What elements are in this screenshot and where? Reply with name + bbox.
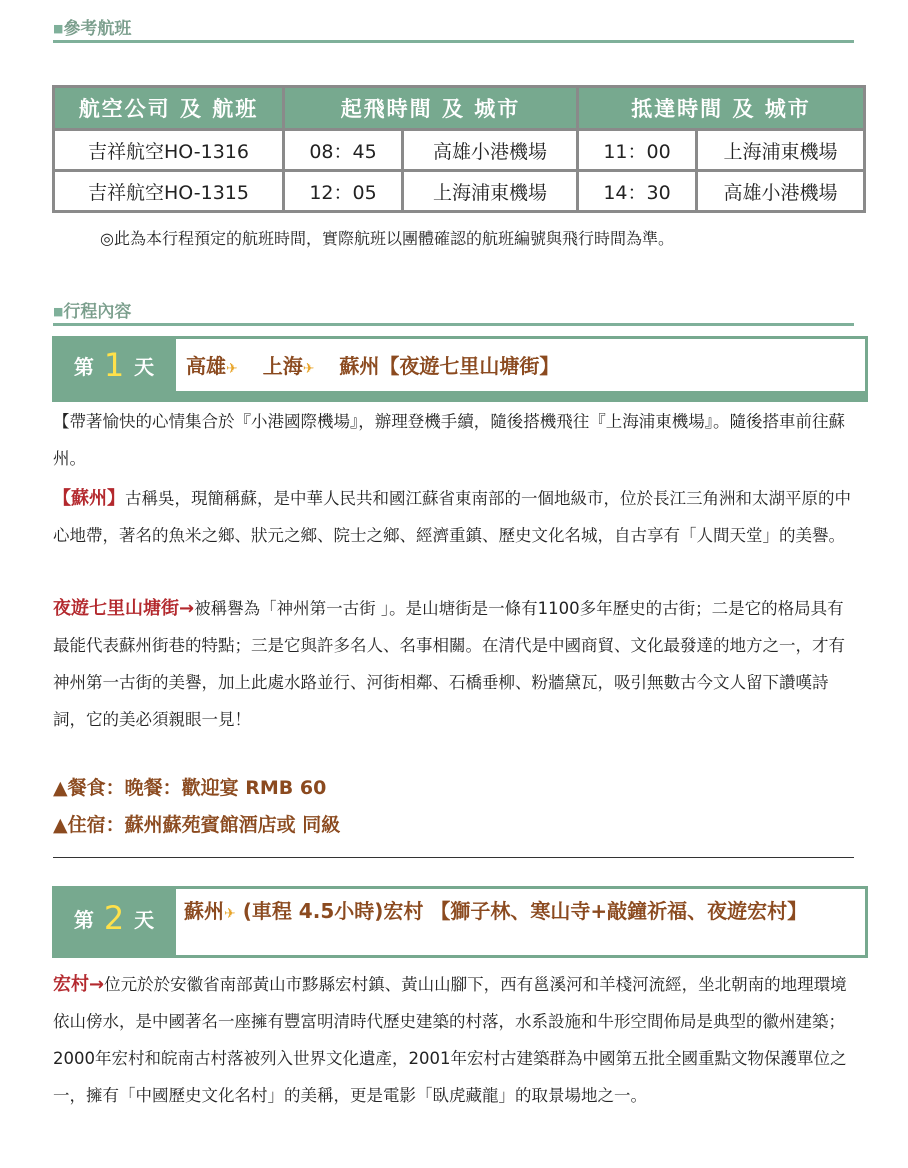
- flight-table: [52, 85, 866, 213]
- day-prefix: 第: [73, 907, 94, 932]
- arrival-time: 14：30: [578, 171, 697, 212]
- day-2-title: [176, 886, 868, 958]
- hongcun-text: 位元於於安徽省南部黃山市黟縣宏村鎮、黃山山腳下，西有邕溪河和羊棧河流經，坐北朝南的地理環境依山傍水，是中國著名一座擁有豐富明清時代歷史建築的村落，水系設施和牛形空間佈局是典型的徽州建築；2000年宏村和皖南古村落被列入世界文化遺產，2001年宏村古建築群為中國第五批全國重點文物保護單位之一，擁有「中國歷史文化名村」的美稱，更是電影「臥虎藏龍」的取景場地之一。: [53, 975, 847, 1105]
- arrival-time: 11：00: [578, 130, 697, 171]
- flight-section-header: [53, 14, 854, 43]
- day-2-badge: [52, 886, 176, 950]
- day-1-hotel: ▲住宿：蘇州蘇苑賓館酒店或 同級: [53, 814, 341, 836]
- day-suffix: 天: [134, 907, 155, 932]
- suzhou-paragraph: [53, 480, 859, 554]
- day-1-title: [176, 336, 868, 394]
- departure-time: 08：45: [284, 130, 403, 171]
- day-1-header: [52, 336, 868, 402]
- departure-time: 12：05: [284, 171, 403, 212]
- title-route: (車程 4.5小時)宏村 【獅子林、寒山寺+敲鐘祈福、夜遊宏村】: [242, 899, 808, 923]
- plane-icon: ✈: [226, 361, 238, 377]
- day-1-intro: 【帶著愉快的心情集合於『小港國際機場』，辦理登機手續，隨後搭機飛往『上海浦東機場』。隨後搭車前往蘇州。: [53, 412, 845, 468]
- flight-section-title: 參考航班: [63, 19, 132, 39]
- suzhou-text: 古稱吳，現簡稱蘇，是中華人民共和國江蘇省東南部的一個地級市，位於長江三角洲和太湖平原的中心地帶，著名的魚米之鄉、狀元之鄉、院士之鄉、經濟重鎮、歷史文化名城，自古享有「人間天堂」的美譽。: [53, 489, 851, 545]
- title-city-suzhou: 蘇州: [184, 899, 224, 923]
- flight-table-header-row: [54, 87, 865, 130]
- table-row: [54, 171, 865, 212]
- itinerary-section-title: 行程內容: [63, 302, 132, 322]
- day-number: 1: [103, 346, 125, 384]
- flight-number: 吉祥航空HO-1316: [54, 130, 284, 171]
- shantang-text: 被稱譽為「神州第一古街 」。是山塘街是一條有1100多年歷史的古街；二是它的格局具有最能代表蘇州街巷的特點；三是它與許多名人、名事相關。在清代是中國商貿、文化最發達的地方之一，才有神州第一古街的美譽，加上此處水路並行、河街相鄰、石橋垂柳、粉牆黛瓦，吸引無數古今文人留下讚嘆詩詞，它的美必須親眼一見！: [53, 599, 845, 729]
- title-city-shanghai: 上海: [262, 354, 303, 378]
- col-header-arrival: 抵達時間 及 城市: [578, 87, 865, 130]
- hongcun-label: 宏村→: [53, 974, 105, 995]
- plane-icon: ✈: [224, 906, 236, 922]
- departure-city: 高雄小港機場: [403, 130, 578, 171]
- section-square-icon: ■: [53, 22, 64, 35]
- itinerary-section-header: [53, 297, 854, 326]
- hongcun-paragraph: [53, 966, 859, 1114]
- suzhou-label: 【蘇州】: [53, 488, 125, 509]
- shantang-paragraph: [53, 590, 859, 738]
- table-row: [54, 130, 865, 171]
- day-1-meal: ▲餐食：晚餐：歡迎宴 RMB 60: [53, 777, 327, 799]
- col-header-airline: 航空公司 及 航班: [54, 87, 284, 130]
- arrival-city: 高雄小港機場: [697, 171, 865, 212]
- day-suffix: 天: [134, 354, 155, 379]
- plane-icon: ✈: [302, 361, 315, 377]
- col-header-departure: 起飛時間 及 城市: [284, 87, 578, 130]
- flight-number: 吉祥航空HO-1315: [54, 171, 284, 212]
- title-city-suzhou: 蘇州【夜遊七里山塘街】: [339, 354, 560, 378]
- day-1-badge: [52, 336, 176, 394]
- departure-city: 上海浦東機場: [403, 171, 578, 212]
- day-2-header: [52, 886, 868, 958]
- arrival-city: 上海浦東機場: [697, 130, 865, 171]
- day-number: 2: [103, 899, 125, 937]
- day-prefix: 第: [73, 354, 94, 379]
- day-1-strip: [52, 394, 868, 402]
- day-2-strip: [52, 950, 176, 958]
- section-square-icon: ■: [53, 305, 64, 318]
- flight-note: ◎此為本行程預定的航班時間，實際航班以團體確認的航班編號與飛行時間為準。: [100, 229, 674, 248]
- shantang-label: 夜遊七里山塘街→: [53, 598, 195, 619]
- title-city-kaohsiung: 高雄: [186, 354, 226, 378]
- day-divider: [53, 857, 854, 858]
